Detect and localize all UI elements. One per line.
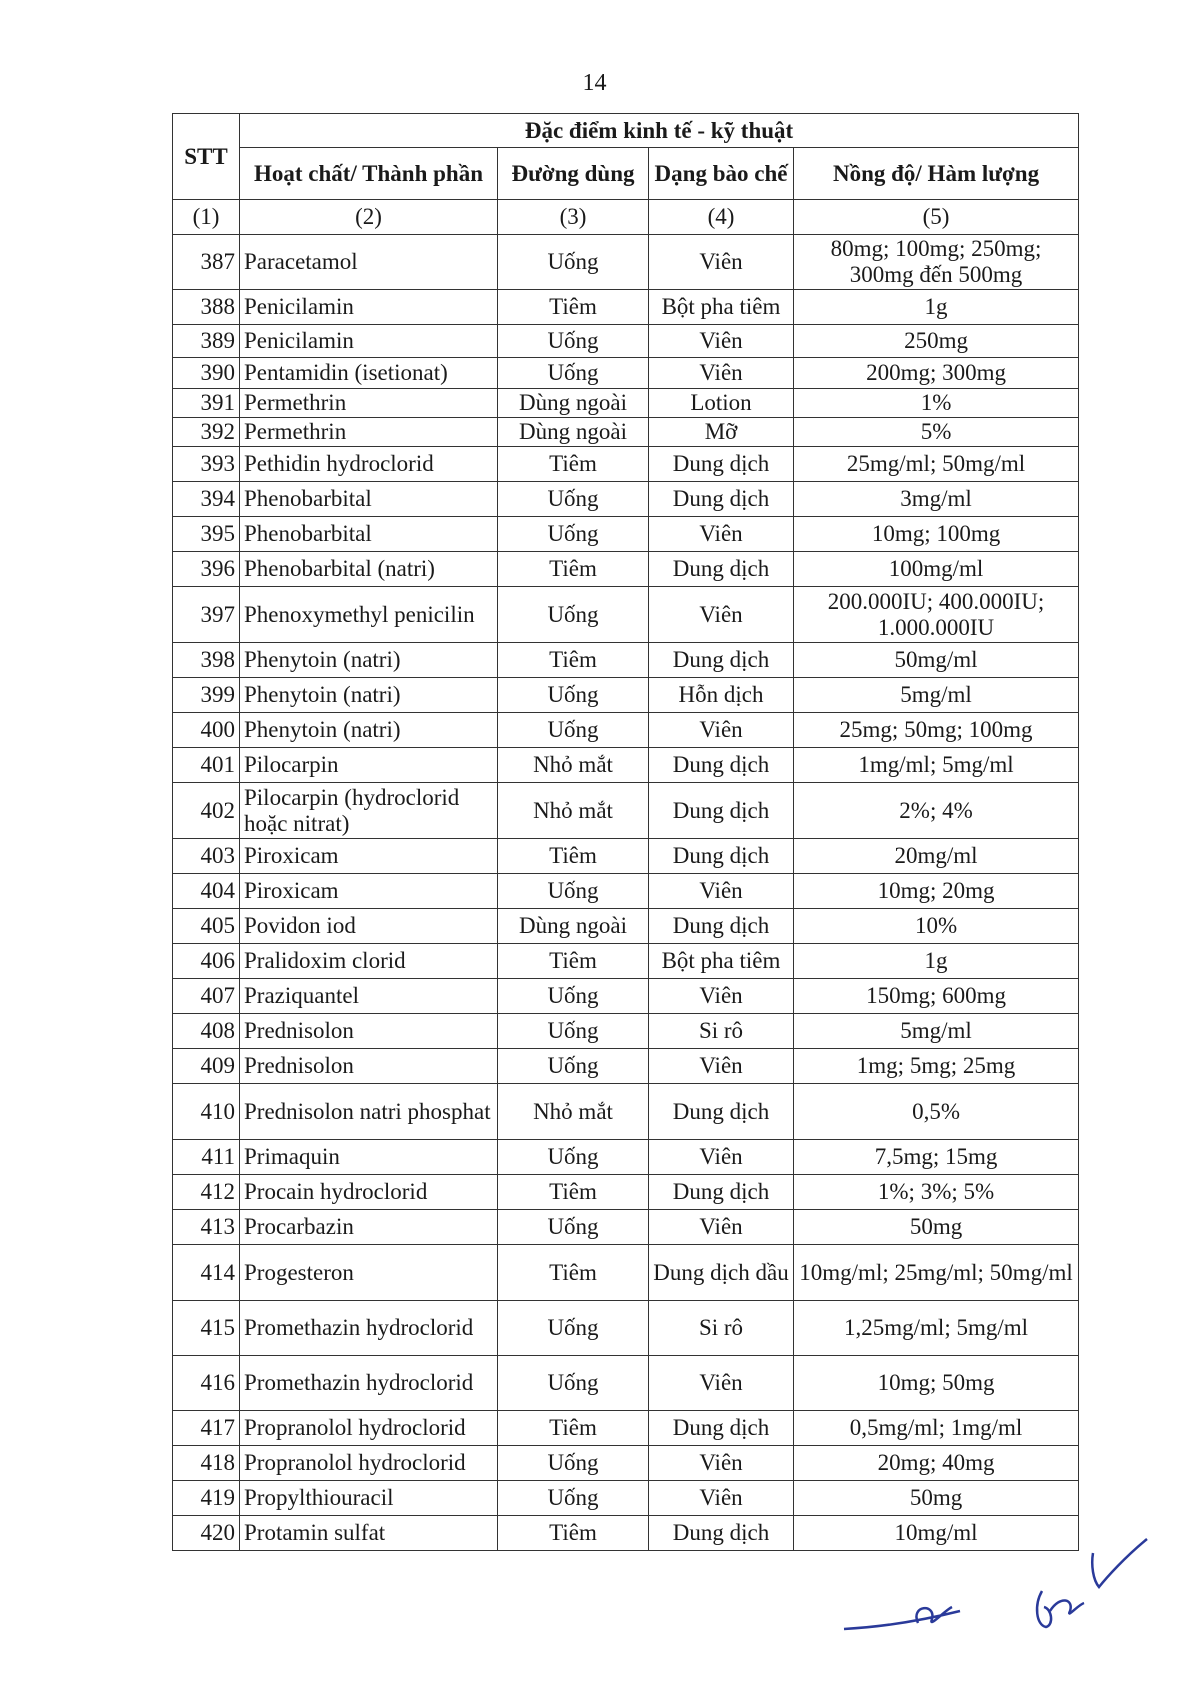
table-row [173,389,1079,418]
row-dosage-form: Dung dịch dầu [649,1245,794,1301]
row-route: Uống [498,678,649,713]
row-strength: 20mg/ml [794,839,1079,874]
row-dosage-form: Viên [649,713,794,748]
table-body [173,235,1079,1551]
row-route: Uống [498,325,649,358]
row-active-ingredient: Pralidoxim clorid [240,944,498,979]
row-dosage-form: Viên [649,874,794,909]
row-dosage-form: Dung dịch [649,447,794,482]
row-strength: 5mg/ml [794,1014,1079,1049]
row-stt: 410 [173,1084,240,1140]
row-strength: 5% [794,418,1079,447]
table-row [173,1049,1079,1084]
row-active-ingredient: Penicilamin [240,290,498,325]
row-route: Tiêm [498,1245,649,1301]
row-active-ingredient: Phenytoin (natri) [240,713,498,748]
header-group: Đặc điểm kinh tế - kỹ thuật [240,114,1079,148]
table-row [173,909,1079,944]
table-row [173,839,1079,874]
row-active-ingredient: Promethazin hydroclorid [240,1356,498,1411]
row-dosage-form: Lotion [649,389,794,418]
row-active-ingredient: Propranolol hydroclorid [240,1411,498,1446]
table-row [173,1140,1079,1175]
row-stt: 403 [173,839,240,874]
table-row [173,1301,1079,1356]
row-dosage-form: Viên [649,235,794,290]
row-route: Nhỏ mắt [498,748,649,783]
signature-mark-bottom-right [1030,1585,1090,1635]
row-dosage-form: Mỡ [649,418,794,447]
row-stt: 407 [173,979,240,1014]
row-dosage-form: Viên [649,1356,794,1411]
drug-table [172,113,1079,1551]
row-active-ingredient: Procarbazin [240,1210,498,1245]
row-route: Tiêm [498,290,649,325]
row-strength: 80mg; 100mg; 250mg; 300mg đến 500mg [794,235,1079,290]
row-strength: 200.000IU; 400.000IU; 1.000.000IU [794,587,1079,643]
row-route: Uống [498,1210,649,1245]
row-strength: 0,5mg/ml; 1mg/ml [794,1411,1079,1446]
row-dosage-form: Si rô [649,1301,794,1356]
table-row [173,944,1079,979]
table-row [173,418,1079,447]
row-dosage-form: Viên [649,517,794,552]
row-stt: 395 [173,517,240,552]
row-stt: 419 [173,1481,240,1516]
table-row [173,979,1079,1014]
row-route: Uống [498,1049,649,1084]
row-route: Tiêm [498,944,649,979]
row-strength: 250mg [794,325,1079,358]
row-dosage-form: Viên [649,1049,794,1084]
row-dosage-form: Viên [649,325,794,358]
row-active-ingredient: Pilocarpin (hydroclorid hoặc nitrat) [240,783,498,839]
row-stt: 402 [173,783,240,839]
row-dosage-form: Dung dịch [649,1516,794,1551]
header-route: Đường dùng [498,148,649,200]
row-dosage-form: Dung dịch [649,839,794,874]
row-stt: 392 [173,418,240,447]
row-route: Tiêm [498,1175,649,1210]
row-active-ingredient: Phenobarbital (natri) [240,552,498,587]
row-route: Uống [498,1481,649,1516]
row-dosage-form: Dung dịch [649,1084,794,1140]
row-active-ingredient: Propylthiouracil [240,1481,498,1516]
row-active-ingredient: Permethrin [240,389,498,418]
row-strength: 5mg/ml [794,678,1079,713]
row-active-ingredient: Promethazin hydroclorid [240,1301,498,1356]
row-route: Dùng ngoài [498,909,649,944]
row-stt: 406 [173,944,240,979]
header-dosage-form: Dạng bào chế [649,148,794,200]
table-row [173,783,1079,839]
table-row [173,552,1079,587]
row-active-ingredient: Paracetamol [240,235,498,290]
row-stt: 388 [173,290,240,325]
table-row [173,1245,1079,1301]
row-active-ingredient: Phenytoin (natri) [240,678,498,713]
row-strength: 100mg/ml [794,552,1079,587]
row-route: Uống [498,979,649,1014]
row-dosage-form: Dung dịch [649,1175,794,1210]
row-route: Uống [498,482,649,517]
row-strength: 1mg; 5mg; 25mg [794,1049,1079,1084]
row-active-ingredient: Penicilamin [240,325,498,358]
row-dosage-form: Bột pha tiêm [649,944,794,979]
row-strength: 25mg/ml; 50mg/ml [794,447,1079,482]
table-row [173,643,1079,678]
row-stt: 399 [173,678,240,713]
row-route: Uống [498,1140,649,1175]
row-active-ingredient: Prednisolon natri phosphat [240,1084,498,1140]
row-strength: 50mg [794,1210,1079,1245]
row-route: Tiêm [498,1411,649,1446]
row-route: Dùng ngoài [498,418,649,447]
row-route: Dùng ngoài [498,389,649,418]
row-route: Uống [498,358,649,389]
row-dosage-form: Hỗn dịch [649,678,794,713]
row-dosage-form: Viên [649,1446,794,1481]
table-row [173,1084,1079,1140]
row-stt: 411 [173,1140,240,1175]
row-route: Uống [498,587,649,643]
table-row [173,874,1079,909]
row-strength: 20mg; 40mg [794,1446,1079,1481]
table-row [173,235,1079,290]
table-row [173,517,1079,552]
table-row [173,358,1079,389]
row-route: Tiêm [498,552,649,587]
row-strength: 1g [794,290,1079,325]
table-row [173,678,1079,713]
row-active-ingredient: Praziquantel [240,979,498,1014]
row-route: Uống [498,874,649,909]
row-strength: 2%; 4% [794,783,1079,839]
row-route: Uống [498,517,649,552]
row-strength: 1%; 3%; 5% [794,1175,1079,1210]
row-route: Nhỏ mắt [498,783,649,839]
row-active-ingredient: Phenytoin (natri) [240,643,498,678]
row-strength: 200mg; 300mg [794,358,1079,389]
row-stt: 418 [173,1446,240,1481]
table-row [173,1175,1079,1210]
row-stt: 390 [173,358,240,389]
table-row [173,748,1079,783]
table-row [173,482,1079,517]
row-dosage-form: Viên [649,587,794,643]
row-route: Uống [498,1356,649,1411]
row-active-ingredient: Phenobarbital [240,517,498,552]
row-strength: 25mg; 50mg; 100mg [794,713,1079,748]
row-dosage-form: Bột pha tiêm [649,290,794,325]
index-cell: (1) [173,200,240,235]
row-strength: 10% [794,909,1079,944]
row-strength: 50mg [794,1481,1079,1516]
index-cell: (5) [794,200,1079,235]
row-dosage-form: Viên [649,358,794,389]
table-row [173,1446,1079,1481]
row-active-ingredient: Permethrin [240,418,498,447]
row-active-ingredient: Phenobarbital [240,482,498,517]
row-strength: 1,25mg/ml; 5mg/ml [794,1301,1079,1356]
row-active-ingredient: Pethidin hydroclorid [240,447,498,482]
signature-mark-bottom-left [840,1595,980,1635]
row-strength: 150mg; 600mg [794,979,1079,1014]
row-route: Uống [498,713,649,748]
row-dosage-form: Dung dịch [649,909,794,944]
row-stt: 405 [173,909,240,944]
row-route: Tiêm [498,1516,649,1551]
row-stt: 387 [173,235,240,290]
table-row [173,1014,1079,1049]
table-row [173,713,1079,748]
row-strength: 10mg/ml; 25mg/ml; 50mg/ml [794,1245,1079,1301]
row-route: Nhỏ mắt [498,1084,649,1140]
row-active-ingredient: Piroxicam [240,874,498,909]
row-route: Uống [498,235,649,290]
row-strength: 50mg/ml [794,643,1079,678]
row-strength: 1g [794,944,1079,979]
row-dosage-form: Viên [649,1481,794,1516]
page-number: 14 [582,70,607,96]
header-strength: Nồng độ/ Hàm lượng [794,148,1079,200]
row-dosage-form: Si rô [649,1014,794,1049]
row-strength: 10mg; 50mg [794,1356,1079,1411]
row-stt: 401 [173,748,240,783]
row-stt: 420 [173,1516,240,1551]
row-strength: 1mg/ml; 5mg/ml [794,748,1079,783]
row-strength: 7,5mg; 15mg [794,1140,1079,1175]
row-active-ingredient: Piroxicam [240,839,498,874]
row-dosage-form: Dung dịch [649,552,794,587]
row-stt: 397 [173,587,240,643]
index-cell: (2) [240,200,498,235]
table-row [173,587,1079,643]
row-dosage-form: Dung dịch [649,482,794,517]
header-stt: STT [173,114,240,200]
index-cell: (3) [498,200,649,235]
row-dosage-form: Dung dịch [649,1411,794,1446]
row-active-ingredient: Phenoxymethyl penicilin [240,587,498,643]
row-stt: 398 [173,643,240,678]
row-active-ingredient: Primaquin [240,1140,498,1175]
table-row [173,1356,1079,1411]
row-route: Tiêm [498,447,649,482]
row-strength: 10mg; 100mg [794,517,1079,552]
row-stt: 393 [173,447,240,482]
row-strength: 3mg/ml [794,482,1079,517]
row-stt: 391 [173,389,240,418]
signature-mark-right [1085,1535,1155,1595]
row-stt: 413 [173,1210,240,1245]
row-strength: 10mg; 20mg [794,874,1079,909]
row-dosage-form: Viên [649,1140,794,1175]
row-route: Tiêm [498,839,649,874]
row-stt: 409 [173,1049,240,1084]
row-stt: 404 [173,874,240,909]
row-route: Uống [498,1301,649,1356]
header-active-ingredient: Hoạt chất/ Thành phần [240,148,498,200]
table-row [173,1210,1079,1245]
row-active-ingredient: Pilocarpin [240,748,498,783]
row-route: Tiêm [498,643,649,678]
row-stt: 394 [173,482,240,517]
row-stt: 414 [173,1245,240,1301]
table-row [173,1481,1079,1516]
row-dosage-form: Viên [649,979,794,1014]
row-active-ingredient: Progesteron [240,1245,498,1301]
table-row [173,1516,1079,1551]
row-strength: 1% [794,389,1079,418]
row-stt: 412 [173,1175,240,1210]
table-row [173,447,1079,482]
row-stt: 389 [173,325,240,358]
table-row [173,325,1079,358]
row-route: Uống [498,1014,649,1049]
table-row [173,1411,1079,1446]
row-active-ingredient: Protamin sulfat [240,1516,498,1551]
row-dosage-form: Viên [649,1210,794,1245]
row-strength: 10mg/ml [794,1516,1079,1551]
row-stt: 400 [173,713,240,748]
row-route: Uống [498,1446,649,1481]
row-dosage-form: Dung dịch [649,748,794,783]
row-active-ingredient: Propranolol hydroclorid [240,1446,498,1481]
row-stt: 408 [173,1014,240,1049]
row-stt: 396 [173,552,240,587]
index-cell: (4) [649,200,794,235]
row-stt: 416 [173,1356,240,1411]
row-active-ingredient: Pentamidin (isetionat) [240,358,498,389]
row-active-ingredient: Procain hydroclorid [240,1175,498,1210]
row-active-ingredient: Prednisolon [240,1014,498,1049]
table-row [173,290,1079,325]
row-active-ingredient: Povidon iod [240,909,498,944]
row-stt: 415 [173,1301,240,1356]
row-strength: 0,5% [794,1084,1079,1140]
row-stt: 417 [173,1411,240,1446]
row-active-ingredient: Prednisolon [240,1049,498,1084]
row-dosage-form: Dung dịch [649,643,794,678]
row-dosage-form: Dung dịch [649,783,794,839]
